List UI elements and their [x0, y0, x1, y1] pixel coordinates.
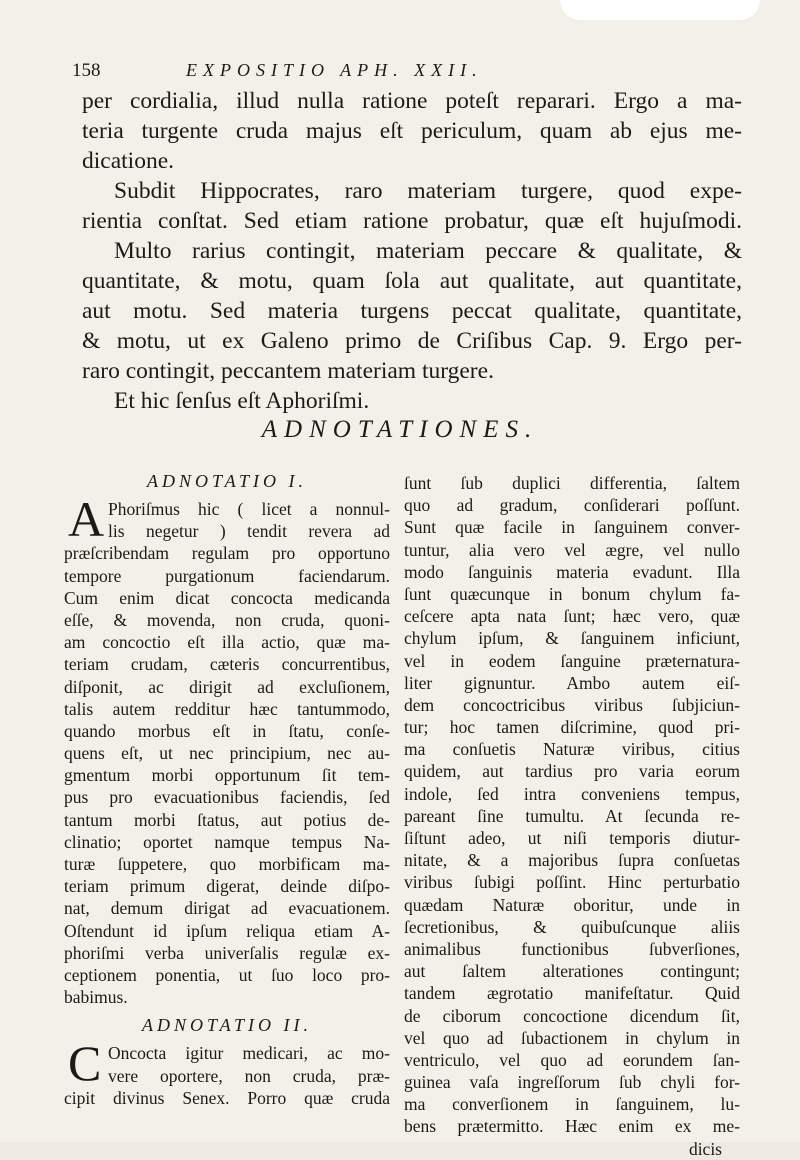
- right-column-line: indole, ſed intra conveniens tempus,: [404, 783, 740, 804]
- intro-line: teria turgente cruda majus eſt periculum, quam ab ejus me-: [82, 118, 742, 144]
- annotation-line: lis negetur ) tendit revera ad: [108, 521, 390, 542]
- annotation-line: diſponit, ac dirigit ad excluſionem,: [64, 676, 390, 697]
- intro-line: per cordialia, illud nulla ratione poteſt reparari. Ergo a ma-: [82, 88, 742, 114]
- intro-line: dicatione.: [82, 148, 175, 174]
- running-title: EXPOSITIO APH. XXII.: [186, 60, 483, 80]
- annotation-line: tantum morbi ſtatus, aut potius de-: [64, 809, 390, 830]
- left-column: [64, 468, 390, 1109]
- annotation-line: eſſe, & movenda, non cruda, quoni-: [64, 609, 390, 630]
- right-column-line: ma converſionem in ſanguinem, lu-: [404, 1094, 740, 1115]
- annotation-line: ceptionem ponentia, ut ſuo loco pro-: [64, 964, 390, 985]
- intro-line: Multo rarius contingit, materiam peccare & qualitate, &: [114, 238, 742, 264]
- annotation-2-heading: ADNOTATIO II.: [142, 1015, 312, 1036]
- annotation-2-body: [64, 1035, 390, 1109]
- annotation-line: præſcribendam regulam pro opportuno: [64, 543, 390, 564]
- annotation-line: quens eſt, ut nec principium, nec au-: [64, 743, 390, 764]
- right-column-line: quidem, aut tardius pro varia eorum: [404, 761, 740, 782]
- intro-line: & motu, ut ex Galeno primo de Criſibus Cap. 9. Ergo per-: [82, 328, 742, 354]
- annotation-line: am concoctio eſt illa actio, quæ ma-: [64, 632, 390, 653]
- annotation-1-body: [64, 491, 390, 1008]
- annotation-1-dropcap: A: [68, 491, 105, 547]
- right-column-line: vel in eodem ſanguine præternatura-: [404, 650, 740, 671]
- right-column-line: viribus ſubigi poſſint. Hinc perturbatio: [404, 872, 740, 893]
- intro-line: aut motu. Sed materia turgens peccat qualitate, quantitate,: [82, 298, 742, 324]
- annotation-line: nat, demum dirigat ad evacuationem.: [64, 898, 390, 919]
- page-header: [72, 58, 602, 82]
- section-heading: ADNOTATIONES.: [261, 416, 539, 443]
- right-column-line: de ciborum concoctione dicendum ſit,: [404, 1005, 740, 1026]
- annotation-line: cipit divinus Senex. Porro quæ cruda: [64, 1087, 390, 1108]
- annotation-line: quando morbus eſt in ſtatu, conſe-: [64, 720, 390, 741]
- intro-line: raro contingit, peccantem materiam turgere.: [82, 358, 494, 384]
- annotation-line: teriam crudam, cæteris concurrentibus,: [64, 654, 390, 675]
- right-column-line: animalibus functionibus ſubverſiones,: [404, 938, 740, 959]
- annotation-line: Oſtendunt id ipſum reliqua etiam A-: [64, 920, 390, 941]
- annotation-2-dropcap: C: [68, 1035, 102, 1092]
- annotation-line: vere oportere, non cruda, præ-: [108, 1065, 390, 1086]
- annotation-line: Phoriſmus hic ( licet a nonnul-: [108, 499, 390, 519]
- right-column-line: ceſcere apta nata ſunt; hæc vero, quæ: [404, 606, 740, 627]
- right-column-line: ſunt quæcunque in bonum chylum fa-: [404, 583, 740, 604]
- right-column-line: chylum ipſum, & ſanguinem inficiunt,: [404, 628, 740, 649]
- right-column-line: nitate, & a majoribus ſupra conſuetas: [404, 850, 740, 871]
- intro-line: rientia conſtat. Sed etiam ratione probatur, quæ eſt hujuſmodi.: [82, 208, 742, 234]
- annotation-line: turæ ſuppetere, quo morbificam ma-: [64, 854, 390, 874]
- right-column-line: modo ſanguinis materia evadunt. Illa: [404, 561, 740, 582]
- annotation-line: Oncocta igitur medicari, ac mo-: [108, 1043, 390, 1064]
- right-column-line: liter gignuntur. Ambo autem eiſ-: [404, 672, 740, 693]
- right-column-line: vel quo ad ſubactionem in chylum in: [404, 1027, 740, 1048]
- catchword: dicis: [688, 1138, 722, 1159]
- right-column-line: ſiſtunt adeo, ut niſi temporis diutur-: [404, 828, 740, 848]
- right-column-line: quo ad gradum, conſiderari poſſunt.: [404, 495, 740, 516]
- intro-line: quantitate, & motu, quam ſola aut qualitate, aut quantitate,: [82, 268, 742, 294]
- right-column-line: Sunt quæ facile in ſanguinem conver-: [404, 517, 740, 538]
- intro-paragraphs: [82, 86, 742, 416]
- intro-line: Et hic ſenſus eſt Aphoriſmi.: [114, 388, 370, 414]
- right-column-line: ma conſuetis Naturæ viribus, citius: [404, 739, 740, 760]
- right-column-line: guinea vaſa ingreſſorum ſub chyli for-: [404, 1072, 740, 1093]
- right-column-line: tuntur, alia vero vel ægre, vel nullo: [404, 539, 740, 560]
- page-number: 158: [72, 60, 101, 81]
- annotation-line: clinatio; oportet namque tempus Na-: [64, 831, 390, 852]
- right-column-line: ſunt ſub duplici differentia, ſaltem: [404, 473, 740, 493]
- right-column-line: ventriculo, vel quo ad eorundem ſan-: [404, 1049, 740, 1070]
- annotation-line: babimus.: [64, 987, 128, 1008]
- right-column-line: quædam Naturæ oboritur, unde in: [404, 894, 740, 915]
- annotation-line: gmentum morbi opportunum ſit tem-: [64, 765, 390, 786]
- right-column-line: tandem ægrotatio manifeſtatur. Quid: [404, 983, 740, 1004]
- right-column-line: ſecretionibus, & quibuſcunque aliis: [404, 916, 740, 937]
- right-column-line: bens prætermitto. Hæc enim ex me-: [404, 1116, 740, 1137]
- right-column-line: dem concoctricibus viribus ſubjiciun-: [404, 694, 740, 715]
- right-column: [404, 472, 740, 1160]
- right-column-line: pareant ſine tumultu. At ſecunda re-: [404, 805, 740, 826]
- annotation-line: phoriſmi verba univerſalis regulæ ex-: [64, 942, 390, 963]
- annotation-line: teriam primum digerat, deinde diſpo-: [64, 876, 390, 897]
- intro-line: Subdit Hippocrates, raro materiam turgere, quod expe-: [114, 178, 742, 204]
- annotation-line: talis autem redditur hæc tantummodo,: [64, 698, 390, 719]
- right-column-line: tur; hoc tamen diſcrimine, quod pri-: [404, 717, 740, 738]
- page-edge-shadow: [560, 0, 760, 20]
- annotation-line: tempore purgationum faciendarum.: [64, 565, 390, 586]
- annotation-line: pus pro evacuationibus faciendis, ſed: [64, 787, 390, 808]
- annotation-line: Cum enim dicat concocta medicanda: [64, 587, 390, 608]
- annotation-1-heading: ADNOTATIO I.: [147, 471, 307, 491]
- right-column-line: aut ſaltem alterationes contingunt;: [404, 961, 740, 982]
